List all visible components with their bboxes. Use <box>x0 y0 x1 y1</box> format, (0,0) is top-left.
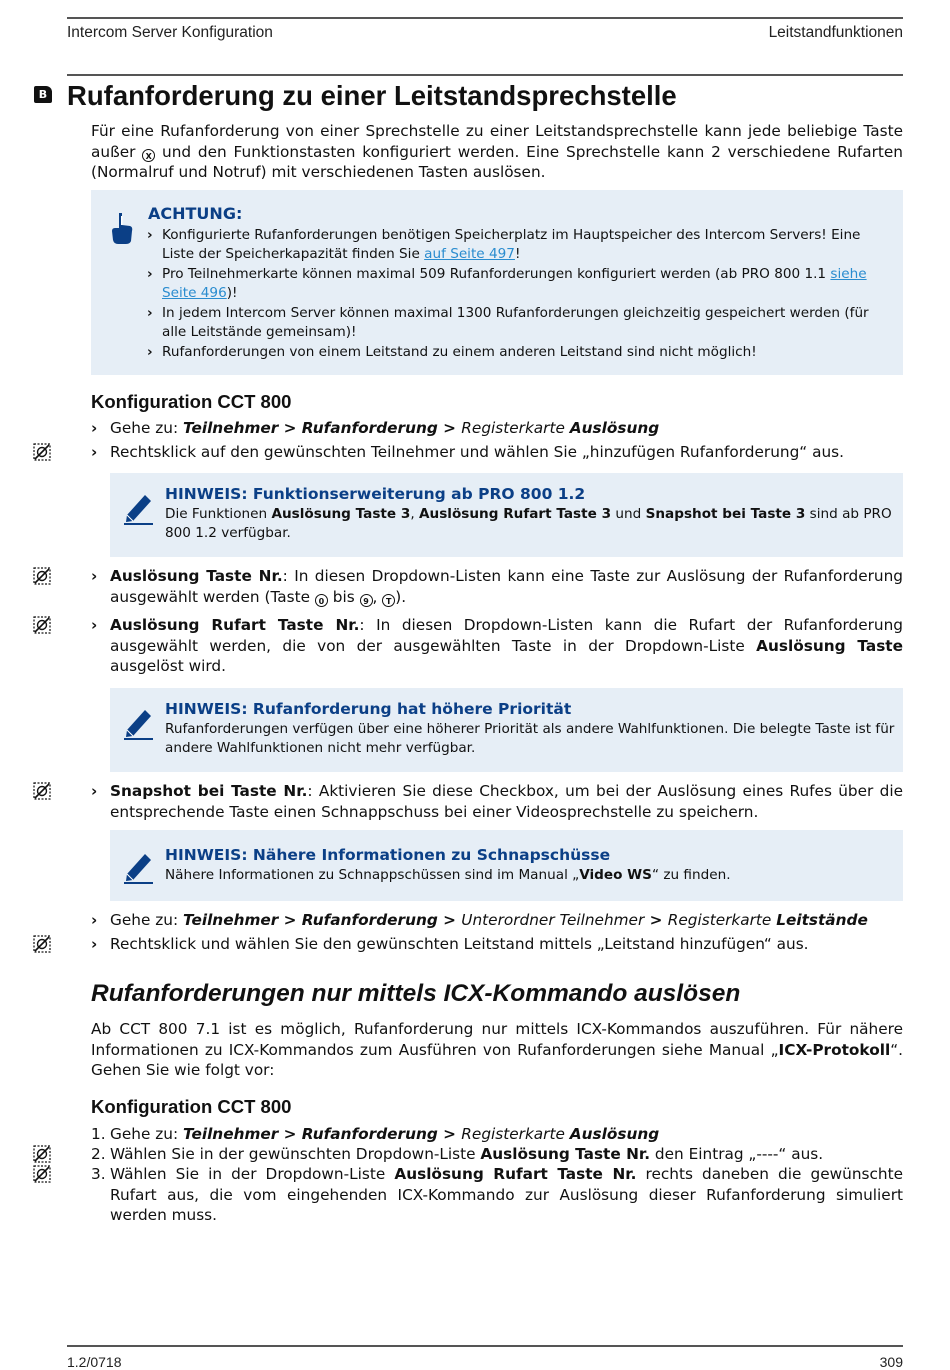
section2-heading: Rufanforderungen nur mittels ICX-Kommando auslösen <box>91 980 741 1007</box>
key-0-icon: 0 <box>315 594 328 607</box>
pointing-hand-icon <box>110 211 134 245</box>
warning-title: ACHTUNG: <box>148 204 243 223</box>
tool-icon <box>33 782 51 800</box>
header-right: Leitstandfunktionen <box>768 24 903 41</box>
item-auslosung-rufart: › Auslösung Rufart Taste Nr.: In diesen Dropdown-Listen kann die Rufart der Rufanforderung ausgewählt werden, die von der ausgewählten Taste in der Dropdown-Liste Auslösung Taste ausgelöst wird. <box>91 616 903 675</box>
link-seite-497[interactable]: auf Seite 497 <box>424 246 515 262</box>
numbered-step-2: 2. Wählen Sie in der gewünschten Dropdown-Liste Auslösung Taste Nr. den Eintrag „----“ aus. <box>91 1145 824 1163</box>
warning-item-2: › Pro Teilnehmerkarte können maximal 509 Rufanforderungen konfiguriert werden (ab PRO 800 1.1 siehe Seite 496)! <box>147 266 867 301</box>
pencil-note-icon <box>123 848 155 884</box>
step-rightclick-leitstand: › Rechtsklick und wählen Sie den gewünschten Leitstand mittels „Leitstand hinzufügen“ aus. <box>91 935 809 953</box>
item-auslosung-taste: › Auslösung Taste Nr.: In diesen Dropdown-Listen kann eine Taste zur Auslösung der Rufanforderung ausgewählt werden (Taste 0 bis 9 , T ). <box>91 567 904 606</box>
pencil-note-icon <box>123 489 155 525</box>
warning-item-3: › In jedem Intercom Server können maximal 1300 Rufanforderungen gleichzeitig gespeichert werden (für alle Leitstände gemeinsam)! <box>147 305 869 340</box>
header-left: Intercom Server Konfiguration <box>67 24 273 41</box>
warning-item-4: › Rufanforderungen von einem Leitstand zu einem anderen Leitstand sind nicht möglich! <box>147 344 757 360</box>
key-9-icon: 9 <box>360 594 373 607</box>
key-t-icon: T <box>382 594 395 607</box>
footer-version: 1.2/0718 <box>67 1354 122 1370</box>
link-seite-496[interactable]: siehe Seite 496 <box>162 266 867 301</box>
page-number: 309 <box>879 1354 903 1370</box>
item-snapshot: › Snapshot bei Taste Nr.: Aktivieren Sie diese Checkbox, um bei der Auslösung eines Rufes über die entsprechende Taste einen Schnappschuss bei einer Videosprechstelle zu speichern. <box>91 782 903 821</box>
hint-1-body: Die Funktionen Auslösung Taste 3, Auslösung Rufart Taste 3 und Snapshot bei Taste 3 sind ab PRO 800 1.2 verfügbar. <box>165 506 892 541</box>
section1-heading: Konfiguration CCT 800 <box>91 391 292 412</box>
tool-icon <box>33 567 51 585</box>
pencil-note-icon <box>123 704 155 740</box>
page-title: Rufanforderung zu einer Leitstandsprechstelle <box>67 80 677 111</box>
footer-rule <box>67 1345 903 1347</box>
step-goto-leitstande: › Gehe zu: Teilnehmer > Rufanforderung > Unterordner Teilnehmer > Registerkarte Leitstände <box>91 911 868 929</box>
numbered-step-1: 1. Gehe zu: Teilnehmer > Rufanforderung > Registerkarte Auslösung <box>91 1125 660 1143</box>
tool-icon <box>33 616 51 634</box>
numbered-step-3: 3. Wählen Sie in der Dropdown-Liste Auslösung Rufart Taste Nr. rechts daneben die gewünschte Rufart aus, die vom eingehenden ICX-Kommando zur Auslösung dieser Rufanforderung simuliert werden muss. <box>91 1165 903 1224</box>
tool-icon <box>33 1145 51 1163</box>
step-goto-auslosung: › Gehe zu: Teilnehmer > Rufanforderung > Registerkarte Auslösung <box>91 419 660 437</box>
tool-icon <box>33 1165 51 1183</box>
hint-3-title: HINWEIS: Nähere Informationen zu Schnapschüsse <box>165 846 611 864</box>
header-rule-bottom <box>67 74 903 76</box>
section2-subheading: Konfiguration CCT 800 <box>91 1096 292 1117</box>
step-rightclick-teilnehmer: › Rechtsklick auf den gewünschten Teilnehmer und wählen Sie „hinzufügen Rufanforderung“ aus. <box>91 443 844 461</box>
hint-box-1 <box>110 473 903 557</box>
warning-item-1: › Konfigurierte Rufanforderungen benötigen Speicherplatz im Hauptspeicher des Intercom Servers! Eine Liste der Speicherkapazität finden Sie auf Seite 497! <box>147 227 861 262</box>
hint-2-title: HINWEIS: Rufanforderung hat höhere Priorität <box>165 700 572 718</box>
hint-box-2 <box>110 688 903 772</box>
hint-3-body: Nähere Informationen zu Schnappschüssen sind im Manual „Video WS“ zu finden. <box>165 867 731 883</box>
key-x-icon: X <box>142 149 155 162</box>
hint-2-body: Rufanforderungen verfügen über eine höherer Priorität als andere Wahlfunktionen. Die belegte Taste ist für andere Wahlfunktionen nicht mehr verfügbar. <box>165 721 895 756</box>
section2-paragraph: Ab CCT 800 7.1 ist es möglich, Rufanforderung nur mittels ICX-Kommandos auszuführen. Für nähere Informationen zu ICX-Kommandos zum Ausführen von Rufanforderungen siehe Manual „ICX-Protokoll“. Gehen Sie wie folgt vor: <box>91 1020 903 1079</box>
intro-paragraph: Für eine Rufanforderung von einer Sprechstelle zu einer Leitstandsprechstelle kann jede beliebige Taste außer X und den Funktionstasten konfiguriert werden. Eine Sprechstelle kann 2 verschiedene Rufarten (Normalruf und Notruf) mit verschiedenen Tasten auslösen. <box>91 122 903 181</box>
hint-box-3 <box>110 830 903 901</box>
tool-icon <box>33 443 51 461</box>
tool-icon <box>33 935 51 953</box>
hint-1-title: HINWEIS: Funktionserweiterung ab PRO 800 1.2 <box>165 485 586 503</box>
section-badge: B <box>34 86 52 103</box>
header-rule-top <box>67 17 903 19</box>
